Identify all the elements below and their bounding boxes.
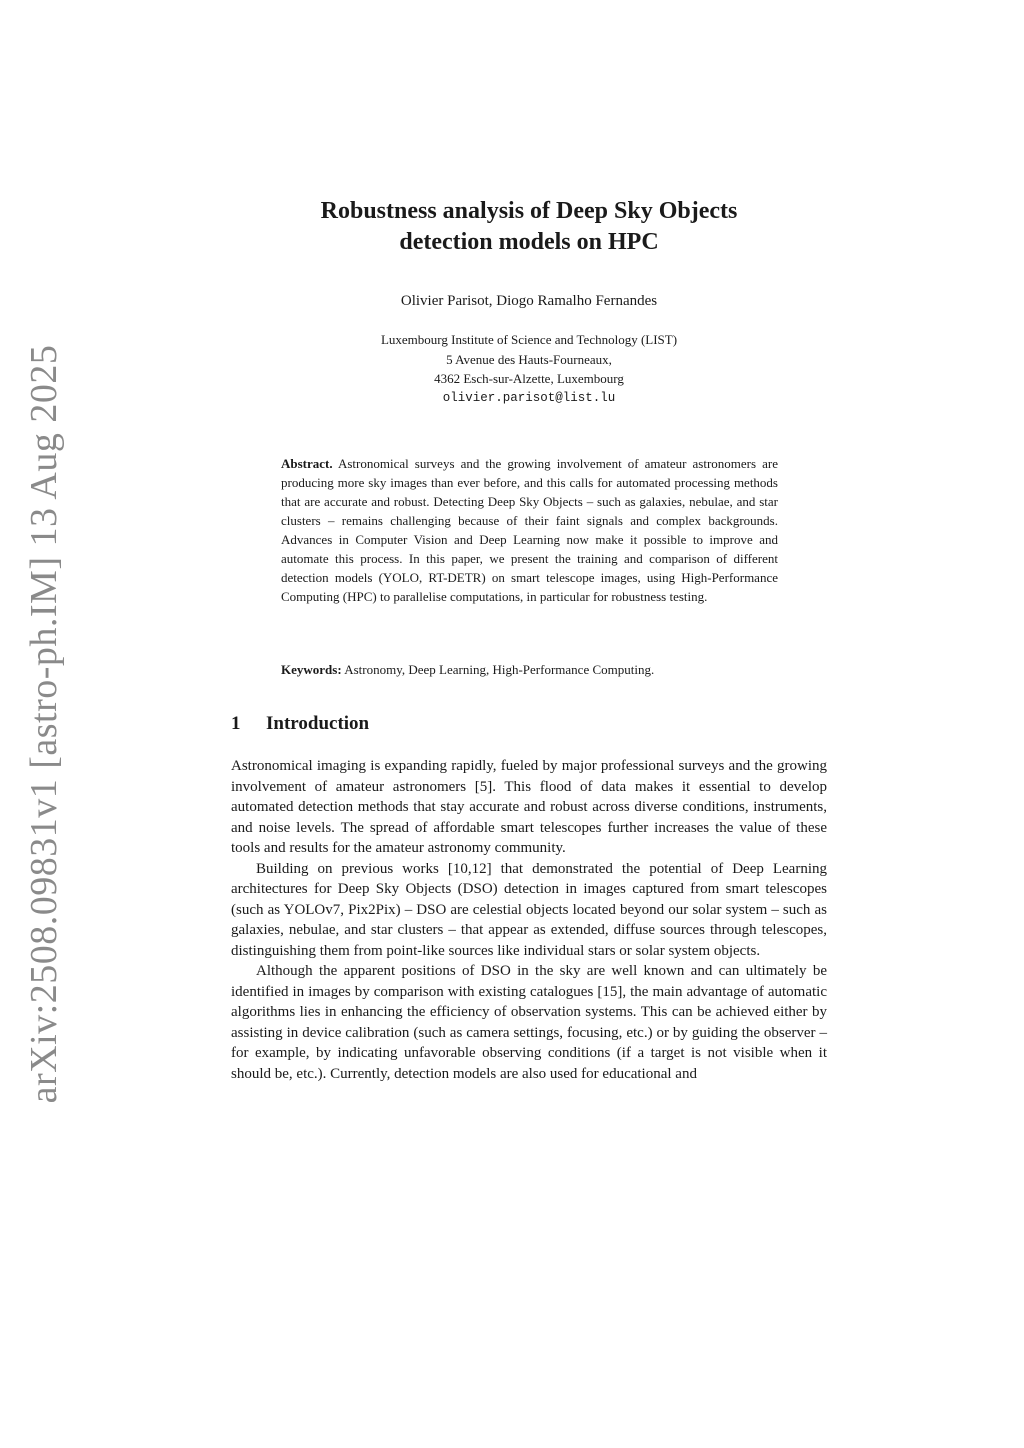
title-line-2: detection models on HPC bbox=[399, 229, 659, 255]
keywords bbox=[281, 660, 778, 679]
body-text bbox=[231, 756, 827, 1084]
title-line-1: Robustness analysis of Deep Sky Objects bbox=[320, 198, 738, 224]
abstract-text: Astronomical surveys and the growing involvement of amateur astronomers are producing more sky images than ever before, and this calls for automated processing methods that are accurate and robust. Detecting Deep Sky Objects – such as galaxies, nebulae, and star clusters – remains challenging because of their faint signals and complex backgrounds. Advances in Computer Vision and Deep Learning now make it possible to improve and automate this process. In this paper, we present the training and comparison of different detection models (YOLO, RT-DETR) on smart telescope images, using High-Performance Computing (HPC) to parallelise computations, in particular for robustness testing. bbox=[281, 456, 778, 604]
affiliation-line-3: 4362 Esch-sur-Alzette, Luxembourg bbox=[434, 371, 624, 386]
paper-title bbox=[230, 196, 828, 258]
abstract bbox=[281, 454, 778, 606]
affiliation-line-1: Luxembourg Institute of Science and Technology (LIST) bbox=[380, 332, 678, 347]
paragraph: Astronomical imaging is expanding rapidly, fueled by major professional surveys and the growing involvement of amateur astronomers [5]. This flood of data makes it essential to develop automated detection methods that stay accurate and robust across diverse conditions, instruments, and noise levels. The spread of affordable smart telescopes further increases the value of these tools and results for the amateur astronomy community. bbox=[231, 758, 827, 856]
author-email[interactable]: olivier.parisot@list.lu bbox=[442, 390, 616, 405]
section-heading bbox=[231, 713, 369, 735]
affiliation bbox=[230, 330, 828, 408]
paragraph: Although the apparent positions of DSO in the sky are well known and can ultimately be identified in images by comparison with existing catalogues [15], the main advantage of automatic algorithms lies in enhancing the efficiency of observation systems. This can be achieved either by assisting in device calibration (such as camera settings, focusing, etc.) or by guiding the observer – for example, by indicating unfavorable observing conditions (if a target is not visible when it should be, etc.). Currently, detection models are also used for educational and bbox=[231, 963, 827, 1082]
authors: Olivier Parisot, Diogo Ramalho Fernandes bbox=[400, 293, 658, 309]
paragraph: Building on previous works [10,12] that demonstrated the potential of Deep Learning architectures for Deep Sky Objects (DSO) detection in images captured from smart telescopes (such as YOLOv7, Pix2Pix) – DSO are celestial objects located beyond our solar system – such as galaxies, nebulae, and star clusters – that appear as extended, diffuse sources through telescopes, distinguishing them from point-like sources like individual stars or solar system objects. bbox=[231, 860, 827, 959]
arxiv-identifier: arXiv:2508.09831v1 [astro-ph.IM] 13 Aug 2025 bbox=[23, 344, 65, 1104]
section-number: 1 bbox=[231, 713, 241, 734]
abstract-label: Abstract. bbox=[281, 456, 333, 471]
section-title: Introduction bbox=[266, 713, 370, 734]
keywords-text: Astronomy, Deep Learning, High-Performance Computing. bbox=[344, 662, 655, 677]
affiliation-line-2: 5 Avenue des Hauts-Fourneaux, bbox=[446, 351, 612, 367]
keywords-label: Keywords: bbox=[281, 662, 342, 677]
